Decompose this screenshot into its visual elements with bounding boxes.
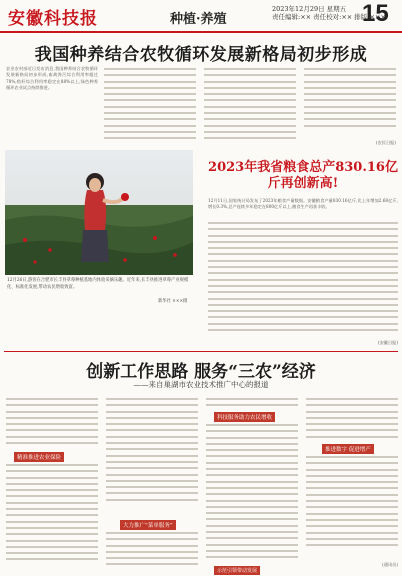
article2-body: 12月11日,国家统计局发布了2023年粮食产量数据。安徽粮食产量830.16亿斤,比上年增加2.68亿斤,增长0.3%,总产连续多年稳定在800亿斤以上,粮食生产再获丰收。 <box>208 198 398 210</box>
article1-col2 <box>104 68 196 146</box>
article3-col2b <box>106 532 198 572</box>
article3-subhead-b: 科技服务助力农民增收 <box>214 412 275 422</box>
article3-subheadline: ——来自巢湖市农业技术推广中心的报道 <box>133 380 269 389</box>
article3-author: (通讯员) <box>382 562 398 567</box>
page-number: 15 <box>362 0 389 27</box>
issue-date: 2023年12月29日 星期五 <box>272 5 347 13</box>
photo-caption-text: 12月26日,游客在合肥市长丰县草莓种植基地内体验采摘乐趣。近年来,长丰县推进草莓产业规模化、标准化发展,带动农民增收致富。 <box>7 278 189 290</box>
article2-headline: 2023年我省粮食总产830.16亿斤再创新高! <box>208 160 398 191</box>
article1-col3 <box>204 68 296 146</box>
top-rule <box>0 31 402 33</box>
article3-col4a <box>306 398 398 442</box>
article1-lead: 农业农村部近日发布消息,我国种养结合农牧循环发展新格局初步形成,畜禽粪污综合利用率超过78%,秸秆综合利用率稳定在88%以上,绿色种养循环农业试点持续推进。 <box>6 66 98 91</box>
newspaper-logo: 安徽科技报 <box>8 9 98 29</box>
article3-col1a <box>6 398 98 448</box>
photo-credit: 新华社 ×××摄 <box>158 299 188 304</box>
section-title: 种植·养殖 <box>170 12 227 27</box>
editor-credits: 责任编辑:×× 责任校对:×× 排版:××× <box>272 13 386 21</box>
article1-col1 <box>6 66 98 146</box>
article1-source: (农民日报) <box>375 140 396 145</box>
article3-col4b <box>306 456 398 560</box>
article3-col3a <box>206 398 298 410</box>
section-divider <box>4 351 398 352</box>
photo-caption <box>7 278 193 291</box>
article2-body-lines <box>208 222 398 340</box>
article3-col2a <box>106 398 198 516</box>
article3-subhead-a: 精准推进农业保险 <box>14 452 64 462</box>
article3-subhead-e: 推进数字 促进增产 <box>322 444 374 454</box>
article2-lead <box>208 198 398 218</box>
article3-subhead-c: 大力推广“菜单服务” <box>120 520 176 530</box>
article3-subhead-d: 示范引领带动发展 <box>214 566 260 575</box>
article3-col3b <box>206 424 298 572</box>
article2-source: (安徽日报) <box>377 340 398 345</box>
strawberry-farm-photo <box>5 150 193 275</box>
article1-col4 <box>304 68 396 138</box>
article1-headline: 我国种养结合农牧循环发展新格局初步形成 <box>34 45 368 65</box>
article3-col1b <box>6 464 98 572</box>
article3-headline: 创新工作思路 服务“三农”经济 <box>86 362 316 382</box>
